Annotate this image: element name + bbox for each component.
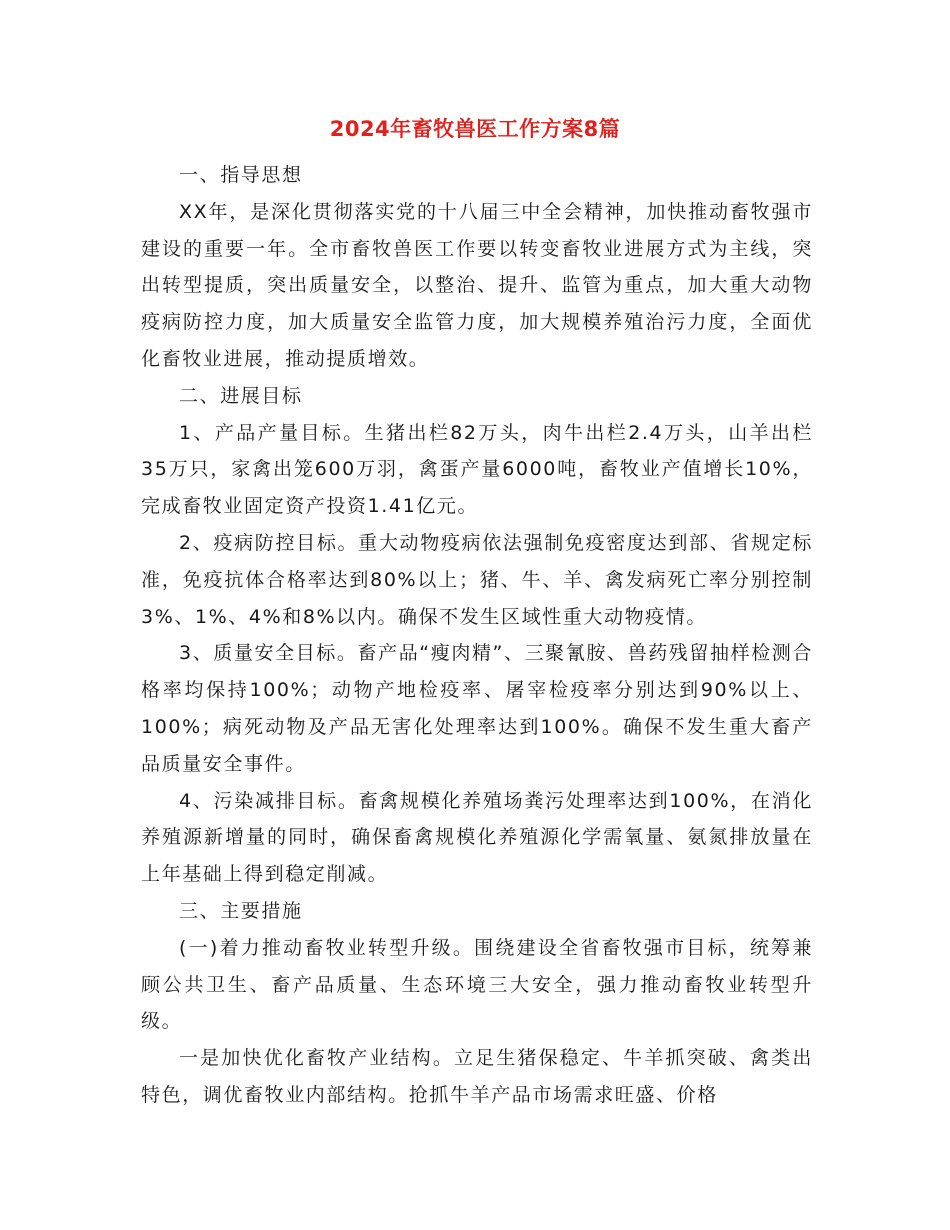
paragraph: 2、疫病防控目标。重大动物疫病依法强制免疫密度达到部、省规定标准，免疫抗体合格率达到80%以上；猪、牛、羊、禽发病死亡率分别控制3%、1%、4%和8%以内。确保不发生区域性重大动物疫情。 [141,531,813,628]
document-title: 2024年畜牧兽医工作方案8篇 [329,117,621,141]
document-body [141,157,813,1114]
paragraph: 4、污染减排目标。畜禽规模化养殖场粪污处理率达到100%，在消化养殖源新增量的同时，确保畜禽规模化养殖源化学需氧量、氨氮排放量在上年基础上得到稳定削减。 [141,789,813,886]
section-heading: 三、主要措施 [179,899,303,922]
paragraph: 1、产品产量目标。生猪出栏82万头，肉牛出栏2.4万头，山羊出栏35万只，家禽出笼600万羽，禽蛋产量6000吨，畜牧业产值增长10%，完成畜牧业固定资产投资1.41亿元。 [141,421,813,518]
paragraph: 3、质量安全目标。畜产品“瘦肉精”、三聚氰胺、兽药残留抽样检测合格率均保持100%；动物产地检疫率、屠宰检疫率分别达到90%以上、100%；病死动物及产品无害化处理率达到100%。确保不发生重大畜产品质量安全事件。 [141,642,813,775]
section-heading: 一、指导思想 [179,164,303,186]
paragraph: (一)着力推动畜牧业转型升级。围绕建设全省畜牧强市目标，统筹兼顾公共卫生、畜产品质量、生态环境三大安全，强力推动畜牧业转型升级。 [141,936,813,1033]
section-heading: 二、进展目标 [179,384,303,407]
paragraph: XX年，是深化贯彻落实党的十八届三中全会精神，加快推动畜牧强市建设的重要一年。全市畜牧兽医工作要以转变畜牧业进展方式为主线，突出转型提质，突出质量安全，以整治、提升、监管为重点，加大重大动物疫病防控力度，加大质量安全监管力度，加大规模养殖治污力度，全面优化畜牧业进展，推动提质增效。 [141,200,813,370]
paragraph: 一是加快优化畜牧产业结构。立足生猪保稳定、牛羊抓突破、禽类出特色，调优畜牧业内部结构。抢抓牛羊产品市场需求旺盛、价格 [141,1047,813,1106]
